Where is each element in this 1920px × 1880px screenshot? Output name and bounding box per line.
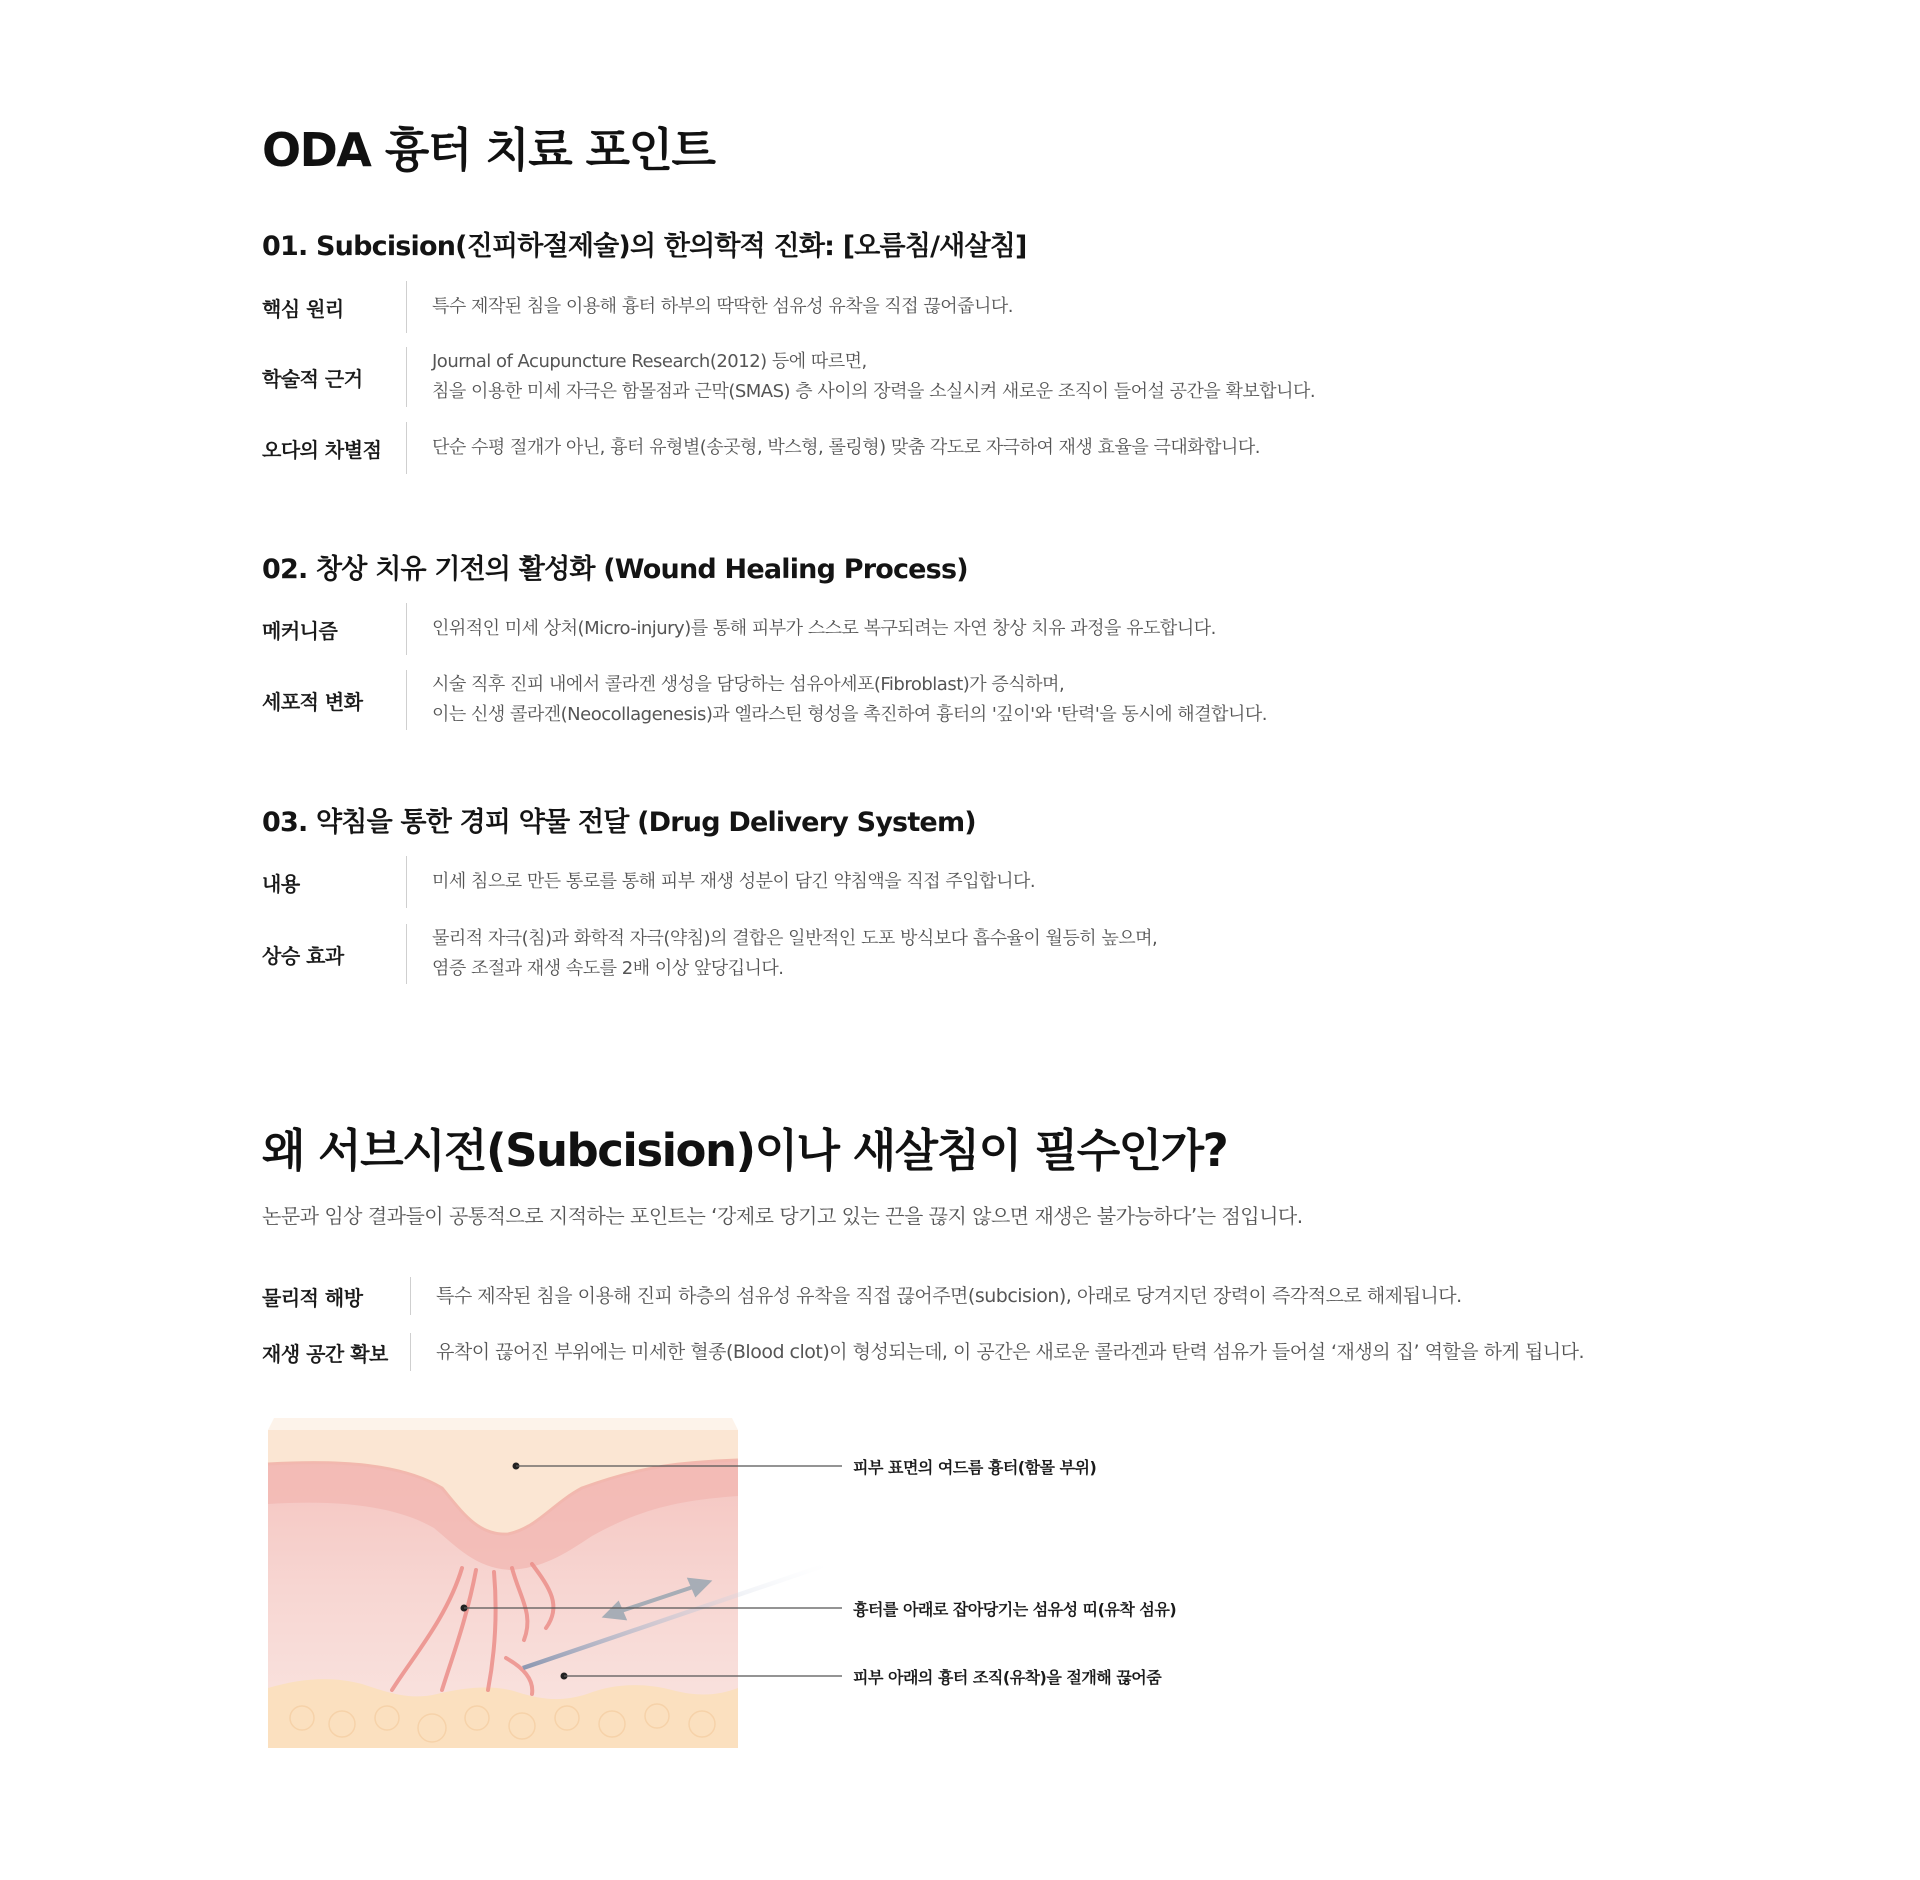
row-label: 재생 공간 확보 [262, 1341, 388, 1366]
row-desc: 물리적 자극(침)과 화학적 자극(약침)의 결합은 일반적인 도포 방식보다 흡수율이 월등히 높으며, 염증 조절과 재생 속도를 2배 이상 앞당깁니다. [432, 928, 1158, 979]
row-desc: 단순 수평 절개가 아닌, 흉터 유형별(송곳형, 박스형, 롤링형) 맞춤 각도로 자극하여 재생 효율을 극대화합니다. [432, 437, 1260, 458]
divider [406, 347, 407, 407]
divider [406, 603, 407, 655]
divider [406, 856, 407, 908]
row-desc: 특수 제작된 침을 이용해 진피 하층의 섬유성 유착을 직접 끊어주면(subcision), 아래로 당겨지던 장력이 즉각적으로 해제됩니다. [436, 1285, 1462, 1307]
page-title: ODA 흉터 치료 포인트 [262, 123, 715, 177]
section-2-row-1 [262, 603, 1216, 655]
callout-subcision: 피부 아래의 흉터 조직(유착)을 절개해 끊어줌 [853, 1668, 1162, 1687]
why-row-2 [262, 1333, 1584, 1371]
divider [406, 281, 407, 333]
divider [410, 1333, 411, 1371]
section-1-row-3 [262, 422, 1260, 474]
section-2-title: 02. 창상 치유 기전의 활성화 (Wound Healing Process) [262, 554, 968, 585]
row-label: 물리적 해방 [262, 1285, 363, 1310]
row-label: 핵심 원리 [262, 296, 344, 321]
section-1-row-2 [262, 347, 1315, 407]
row-label: 오다의 차별점 [262, 437, 382, 462]
callout-surface-scar: 피부 표면의 여드름 흉터(함몰 부위) [853, 1458, 1097, 1477]
section-3-row-2 [262, 924, 1157, 984]
callout-fibrous-band: 흉터를 아래로 잡아당기는 섬유성 띠(유착 섬유) [853, 1600, 1177, 1619]
divider [406, 670, 407, 730]
row-desc: Journal of Acupuncture Research(2012) 등에 따르면, 침을 이용한 미세 자극은 함몰점과 근막(SMAS) 층 사이의 장력을 소실시켜 새로운 조직이 들어설 공간을 확보합니다. [432, 351, 1316, 402]
skin-diagram [262, 1418, 1177, 1758]
row-desc: 특수 제작된 침을 이용해 흉터 하부의 딱딱한 섬유성 유착을 직접 끊어줍니다. [432, 296, 1013, 317]
row-label: 세포적 변화 [262, 689, 363, 714]
row-desc: 인위적인 미세 상처(Micro-injury)를 통해 피부가 스스로 복구되려는 자연 창상 치유 과정을 유도합니다. [432, 618, 1216, 639]
divider [406, 422, 407, 474]
row-label: 학술적 근거 [262, 366, 363, 391]
why-title: 왜 서브시전(Subcision)이나 새살침이 필수인가? [262, 1124, 1228, 1177]
row-label: 상승 효과 [262, 943, 344, 968]
row-desc: 시술 직후 진피 내에서 콜라겐 생성을 담당하는 섬유아세포(Fibroblast)가 증식하며, 이는 신생 콜라겐(Neocollagenesis)과 엘라스틴 형성을 촉진하여 흉터의 '깊이'와 '탄력'을 동시에 해결합니다. [432, 674, 1267, 725]
section-2-row-2 [262, 670, 1267, 730]
row-desc: 미세 침으로 만든 통로를 통해 피부 재생 성분이 담긴 약침액을 직접 주입합니다. [432, 871, 1036, 892]
row-label: 메커니즘 [262, 618, 338, 643]
divider [406, 924, 407, 984]
section-3-title: 03. 약침을 통한 경피 약물 전달 (Drug Delivery System) [262, 807, 976, 838]
why-intro: 논문과 임상 결과들이 공통적으로 지적하는 포인트는 ‘강제로 당기고 있는 끈을 끊지 않으면 재생은 불가능하다’는 점입니다. [262, 1204, 1303, 1228]
section-1-row-1 [262, 281, 1013, 333]
section-3-row-1 [262, 856, 1035, 908]
why-row-1 [262, 1277, 1462, 1315]
section-1-title: 01. Subcision(진피하절제술)의 한의학적 진화: [오름침/새살침] [262, 231, 1027, 262]
row-desc: 유착이 끊어진 부위에는 미세한 혈종(Blood clot)이 형성되는데, 이 공간은 새로운 콜라겐과 탄력 섬유가 들어설 ‘재생의 집’ 역할을 하게 됩니다. [436, 1341, 1585, 1363]
row-label: 내용 [262, 871, 300, 896]
divider [410, 1277, 411, 1315]
